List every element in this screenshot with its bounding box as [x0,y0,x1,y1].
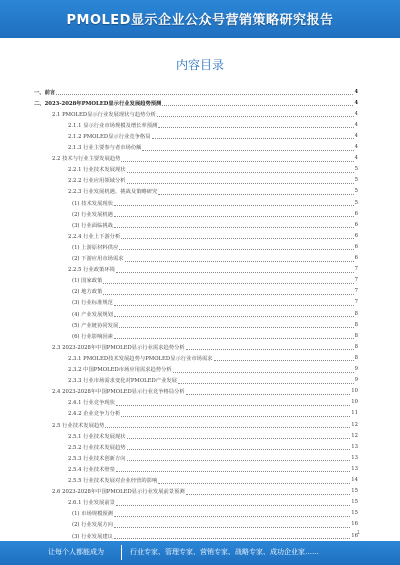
toc-entry-text: (2) 地方政策 [72,289,103,296]
toc-entry-text: 2.2.1 行业技术发展现状 [68,167,126,174]
toc-entry[interactable] [34,297,358,308]
toc-entry-text: (4) 产业发展规划 [72,311,113,318]
toc-entry-text: 2.2.5 行业政策环境 [68,267,115,274]
toc-leader-dots [114,515,350,517]
toc-entry-page: 6 [354,243,358,250]
toc-entry-page: 5 [354,188,358,195]
toc-entry-page: 14 [351,477,358,483]
toc-entry-page: 16 [351,521,358,528]
footer-slogan: 让每个人都能成为 [48,548,104,556]
toc-entry[interactable] [34,308,358,319]
toc-leader-dots [105,426,350,428]
toc-entry-text: (3) 行业面临挑战 [72,222,113,229]
report-title: PMOLED显示企业公众号营销策略研究报告 [66,13,334,28]
toc-entry-page: 6 [354,232,358,239]
toc-entry-text: 2.2.3 行业发展机遇、挑战及策略研究 [68,189,158,196]
toc-entry-page: 15 [351,510,358,517]
toc-leader-dots [114,226,354,228]
toc-leader-dots [119,326,353,328]
toc-entry-page: 16 [351,532,358,539]
toc-entry-text: 2.6 2023-2028年中国PMOLED显示行业发展前景预测 [52,489,185,496]
toc-leader-dots [114,526,350,528]
toc-entry-text: 2.5.3 行业技术创新方向 [68,455,126,462]
toc-entry-text: (6) 行业影响因素 [72,333,113,340]
toc-entry-page: 13 [351,465,358,472]
toc-entry[interactable] [34,519,358,530]
page-number: 1 [356,530,360,536]
toc-entry-page: 13 [351,454,358,461]
toc-entry-page: 4 [354,155,358,162]
toc-entry[interactable] [34,452,358,463]
toc-leader-dots [114,537,350,539]
toc-entry-page: 12 [351,421,358,428]
toc-leader-dots [158,482,350,484]
toc-entry[interactable] [34,275,358,286]
toc-entry[interactable] [34,219,358,230]
toc-entry-page: 4 [354,99,358,106]
toc-leader-dots [125,260,354,262]
toc-entry-text: 二、2023-2028年PMOLED显示行业发展趋势预测 [34,100,162,107]
toc-entry-text: 2.3.1 PMOLED技术发展趋势与PMOLED显示行业市场需求 [68,355,213,362]
toc-leader-dots [186,493,351,495]
toc-leader-dots [127,437,351,439]
toc-entry[interactable] [34,486,358,497]
toc-leader-dots [114,204,354,206]
toc-entry[interactable] [34,175,358,186]
toc-entry[interactable] [34,253,358,264]
toc-leader-dots [121,160,353,162]
toc-entry-text: 2.4.1 行业竞争现状 [68,400,115,407]
toc-entry[interactable] [34,108,358,119]
toc-entry-text: (1) 国家政策 [72,278,103,285]
toc-entry-page: 9 [354,377,358,384]
toc-leader-dots [114,315,354,317]
footer-tagline: 行业专家、管理专家、营销专家、战略专家、成功企业家…… [130,548,319,556]
toc-entry-text: 2.1 PMOLED显示行业发展现状与趋势分析 [52,111,156,118]
toc-entry-page: 6 [354,210,358,217]
toc-leader-dots [114,337,354,339]
toc-entry-page: 7 [354,288,358,295]
toc-entry[interactable] [34,364,358,375]
toc-entry-text: 2.6.1 行业发展前景 [68,500,115,507]
toc-leader-dots [157,115,354,117]
toc-leader-dots [121,415,350,417]
toc-leader-dots [119,248,353,250]
toc-entry[interactable] [34,153,358,164]
toc-entry[interactable] [34,463,358,474]
toc-leader-dots [142,149,353,151]
toc-entry[interactable] [34,286,358,297]
toc-entry-text: 一、前言 [34,89,56,96]
toc-leader-dots [56,93,353,95]
footer-divider [121,545,122,560]
toc-entry-page: 15 [351,488,358,495]
toc-entry-page: 8 [354,343,358,350]
toc-leader-dots [114,304,354,306]
toc-entry-page: 4 [354,121,358,128]
toc-entry[interactable] [34,264,358,275]
toc-leader-dots [127,182,354,184]
toc-entry[interactable] [34,375,358,386]
toc-entry[interactable] [34,208,358,219]
toc-entry-page: 13 [351,443,358,450]
toc-entry-page: 7 [354,266,358,273]
toc-entry[interactable] [34,241,358,252]
toc-entry-text: 2.2.4 行业上下游分析 [68,233,121,240]
toc-entry-page: 15 [351,499,358,506]
toc-entry[interactable] [34,430,358,441]
toc-leader-dots [178,382,354,384]
toc-entry-text: 2.5.2 行业技术发展趋势 [68,444,126,451]
toc-leader-dots [127,448,351,450]
table-of-contents [34,86,358,541]
toc-entry-text: 2.4 2023-2028年中国PMOLED显示行业竞争格局分析 [52,389,185,396]
toc-entry-page: 12 [351,432,358,439]
toc-entry[interactable] [34,130,358,141]
toc-entry-text: (2) 行业发展机遇 [72,211,113,218]
toc-entry[interactable] [34,419,358,430]
toc-entry-page: 4 [354,88,358,95]
toc-entry[interactable] [34,230,358,241]
toc-leader-dots [186,348,354,350]
toc-leader-dots [158,193,353,195]
toc-entry-page: 5 [354,166,358,173]
toc-entry-page: 7 [354,277,358,284]
toc-leader-dots [116,504,350,506]
toc-entry-text: (5) 产业链协同发展 [72,322,119,329]
toc-entry[interactable] [34,441,358,452]
toc-entry[interactable] [34,86,358,97]
toc-entry-text: 2.1.3 行业主要参与者市场份额 [68,145,142,151]
footer-banner [0,541,400,565]
toc-entry-text: (1) 技术发展现状 [72,200,113,207]
toc-entry-text: (3) 行业标准规范 [72,300,113,307]
toc-entry[interactable] [34,341,358,352]
toc-leader-dots [121,237,353,239]
toc-entry[interactable] [34,119,358,130]
toc-entry[interactable] [34,352,358,363]
toc-entry-page: 5 [354,199,358,206]
toc-entry-page: 9 [354,366,358,372]
toc-entry-text: 2.2 技术与行业主要发展趋势 [52,156,121,163]
toc-entry[interactable] [34,319,358,330]
toc-entry-text: 2.5.5 行业技术发展对企业经营的影响 [68,478,158,484]
toc-entry-text: (2) 行业发展方向 [72,522,113,529]
toc-entry-text: 2.5 行业技术发展趋势 [52,422,105,429]
toc-leader-dots [152,137,354,139]
toc-entry-text: (3) 行业发展建议 [72,533,113,540]
toc-entry[interactable] [34,197,358,208]
toc-entry[interactable] [34,142,358,153]
toc-entry-text: (1) 市场规模预测 [72,511,113,518]
toc-entry-text: 2.3.2 中国PMOLED市场应用需求趋势分析 [68,367,172,373]
toc-entry-text: 2.3 2023-2028年中国PMOLED显示行业需求趋势分析 [52,344,185,351]
toc-leader-dots [103,282,353,284]
toc-entry[interactable] [34,164,358,175]
toc-entry-text: 2.5.1 行业技术发展现状 [68,433,126,440]
toc-entry-text: 2.5.4 行业技术壁垒 [68,466,115,473]
toc-entry-page: 8 [354,321,358,328]
toc-entry-page: 4 [354,110,358,117]
toc-entry-page: 5 [354,177,358,184]
toc-entry-text: 2.2.2 行业应用领域分析 [68,178,126,185]
toc-entry-page: 8 [354,310,358,317]
toc-entry-page: 6 [354,255,358,261]
toc-leader-dots [103,293,353,295]
toc-leader-dots [116,404,350,406]
toc-leader-dots [114,215,354,217]
toc-leader-dots [173,371,354,373]
toc-entry-page: 4 [354,132,358,139]
toc-entry[interactable] [34,397,358,408]
toc-leader-dots [186,393,351,395]
toc-entry[interactable] [34,475,358,486]
toc-leader-dots [127,171,354,173]
toc-entry-page: 7 [354,299,358,306]
toc-entry[interactable] [34,186,358,197]
toc-entry[interactable] [34,497,358,508]
toc-heading: 内容目录 [175,58,224,72]
header-banner [0,0,400,38]
toc-entry[interactable] [34,508,358,519]
toc-entry-page: 4 [354,144,358,150]
toc-entry[interactable] [34,386,358,397]
toc-leader-dots [116,470,350,472]
toc-entry[interactable] [34,97,358,108]
toc-entry-page: 11 [351,410,358,417]
toc-leader-dots [162,104,353,106]
toc-entry-page: 6 [354,221,358,228]
toc-entry-page: 10 [351,399,358,406]
toc-leader-dots [158,126,353,128]
toc-entry-text: (1) 上游原材料供应 [72,244,119,251]
toc-entry[interactable] [34,330,358,341]
toc-entry[interactable] [34,408,358,419]
toc-leader-dots [127,459,351,461]
toc-entry-text: 2.1.1 显示行业市场规模及增长率预测 [68,122,158,129]
toc-entry-text: 2.4.2 企业竞争力分析 [68,411,121,418]
toc-leader-dots [214,359,354,361]
toc-entry-text: (2) 下游应用市场需求 [72,256,124,262]
toc-entry[interactable] [34,530,358,541]
toc-entry-page: 8 [354,332,358,339]
toc-leader-dots [116,271,354,273]
toc-entry-text: 2.1.2 PMOLED显示行业竞争格局 [68,133,151,140]
toc-entry-page: 8 [354,354,358,361]
toc-entry-page: 10 [351,388,358,395]
toc-entry-text: 2.3.3 行业市场需求变化对PMOLED产业发展 [68,378,177,385]
